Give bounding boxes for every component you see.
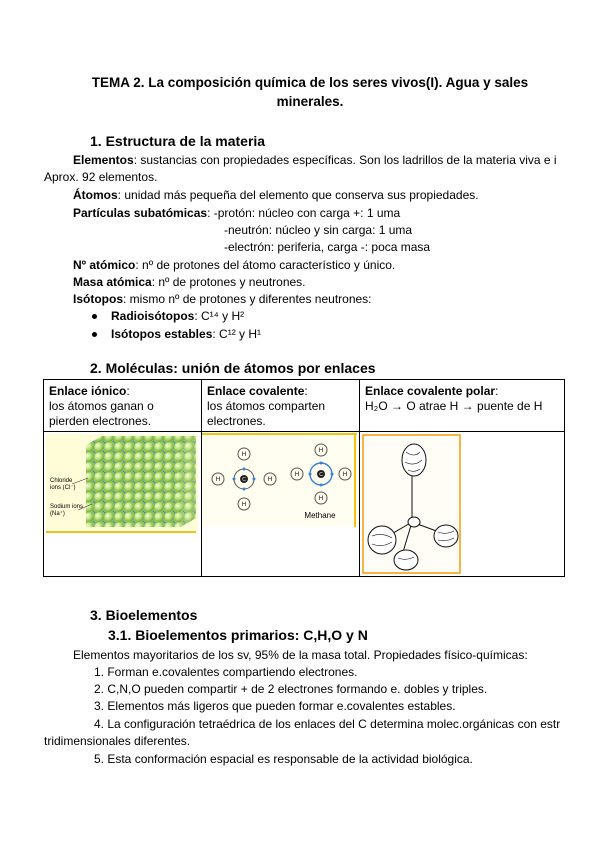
bioelementos-item-4: 4. La configuración tetraédrica de los enlaces del C determina molec.orgánicas con estr	[94, 717, 561, 731]
bullet-term: Isótopos estables	[111, 327, 213, 341]
cell-desc-1: los átomos comparten	[207, 399, 326, 413]
ionic-crystal-cell	[44, 432, 202, 577]
cell-desc-1: H₂O → O atrae H → puente de H	[365, 399, 543, 413]
isotopos-line	[73, 291, 372, 308]
masa-atomica-line	[73, 274, 306, 291]
bonds-table	[43, 379, 565, 577]
chloride-label-1: Chloride	[50, 478, 73, 484]
cell-desc-2: pierden electrones.	[49, 414, 152, 428]
bioelementos-intro: Elementos mayoritarios de los sv, 95% de la masa total. Propiedades físico-químicas:	[73, 648, 528, 662]
bioelementos-item-3: 3. Elementos más ligeros que pueden formar e.covalentes estables.	[94, 699, 456, 713]
bioelementos-item-2: 2. C,N,O pueden compartir + de 2 electrones formando e. dobles y triples.	[94, 682, 488, 696]
cell-desc-2: electrones.	[207, 414, 266, 428]
particulas-neutron: -neutrón: núcleo y sin carga: 1 uma	[224, 223, 413, 237]
atom-c-label: C	[319, 472, 323, 478]
water-tetrahedral-illustration	[360, 432, 564, 576]
particulas-proton: : -protón: núcleo con carga +: 1 uma	[207, 206, 401, 220]
bullet-isotopos-estables	[92, 326, 261, 343]
table-image-row	[44, 432, 565, 577]
atom-h-label: H	[241, 452, 247, 458]
section-2-heading: 2. Moléculas: unión de átomos por enlaces	[90, 360, 376, 376]
sodium-label-2: (Na⁺)	[50, 511, 65, 517]
atom-h-label: H	[294, 472, 300, 478]
sodium-label-1: Sodium ions	[50, 504, 84, 510]
cell-title-suffix: :	[126, 384, 130, 398]
cell-desc-1: los átomos ganan o	[49, 399, 154, 413]
bioelementos-item-1: 1. Forman e.covalentes compartiendo electrones.	[94, 665, 358, 679]
bullet-icon	[92, 314, 97, 319]
bullet-text: : C¹² y H¹	[212, 327, 262, 341]
title-line-2: minerales.	[276, 94, 344, 109]
masa-atomica-term: Masa atómica	[73, 275, 152, 289]
elementos-text: : sustancias con propiedades específicas. Son los ladrillos de la materia viva e i	[133, 153, 557, 167]
atom-h-label: H	[215, 477, 221, 483]
page-title	[40, 73, 580, 111]
bullet-radioisotopos	[92, 308, 244, 325]
elementos-line	[73, 152, 557, 169]
atom-h-label: H	[342, 472, 348, 478]
atomos-term: Átomos	[73, 188, 118, 202]
section-1-heading: 1. Estructura de la materia	[90, 133, 266, 149]
numero-atomico-term: Nº atómico	[73, 258, 136, 272]
masa-atomica-text: : nº de protones y neutrones.	[151, 275, 306, 289]
cell-title-suffix: :	[495, 384, 499, 398]
bullet-text: : C¹⁴ y H²	[194, 309, 245, 323]
numero-atomico-line	[73, 257, 395, 274]
bullet-icon	[92, 332, 97, 337]
isotopos-text: : mismo nº de protones y diferentes neutrones:	[123, 292, 372, 306]
elementos-line-2: Aprox. 92 elementos.	[44, 170, 158, 184]
particulas-term: Partículas subatómicas	[73, 206, 208, 220]
particulas-electron: -electrón: periferia, carga -: poca masa	[224, 240, 431, 254]
methane-cell	[202, 432, 360, 577]
section-3-1-heading: 3.1. Bioelementos primarios: C,H,O y N	[108, 627, 368, 643]
atomos-line	[73, 187, 479, 204]
atomos-text: : unidad más pequeña del elemento que conserva sus propiedades.	[117, 188, 479, 202]
table-cell-covalente-polar	[360, 380, 565, 432]
methane-label: Methane	[304, 511, 336, 520]
table-cell-covalente	[202, 380, 360, 432]
table-header-row	[44, 380, 565, 432]
chloride-label-2: ions (Cl⁻)	[50, 485, 76, 491]
atom-h-label: H	[318, 448, 324, 454]
cell-title: Enlace iónico	[49, 384, 127, 398]
bioelementos-item-4-cont: tridimensionales diferentes.	[44, 734, 191, 748]
atom-h-label: H	[267, 477, 273, 483]
isotopos-term: Isótopos	[73, 292, 123, 306]
ionic-crystal-illustration	[44, 432, 201, 576]
particulas-line	[73, 205, 400, 222]
atom-h-label: H	[241, 502, 247, 508]
numero-atomico-text: : nº de protones del átomo característico y único.	[135, 258, 396, 272]
bullet-term: Radioisótopos	[111, 309, 195, 323]
section-3-heading: 3. Bioelementos	[90, 607, 198, 623]
atom-h-label: H	[318, 496, 324, 502]
atom-c-label: C	[242, 477, 246, 483]
water-cell	[360, 432, 565, 577]
cell-title-suffix: :	[304, 384, 308, 398]
cell-title: Enlace covalente polar	[365, 384, 496, 398]
elementos-term: Elementos	[73, 153, 134, 167]
title-line-1: TEMA 2. La composición química de los seres vivos(I). Agua y sales	[91, 75, 529, 90]
bioelementos-item-5: 5. Esta conformación espacial es responsable de la actividad biológica.	[94, 752, 473, 766]
cell-title: Enlace covalente	[207, 384, 305, 398]
table-cell-ionico	[44, 380, 202, 432]
methane-illustration	[202, 432, 359, 576]
